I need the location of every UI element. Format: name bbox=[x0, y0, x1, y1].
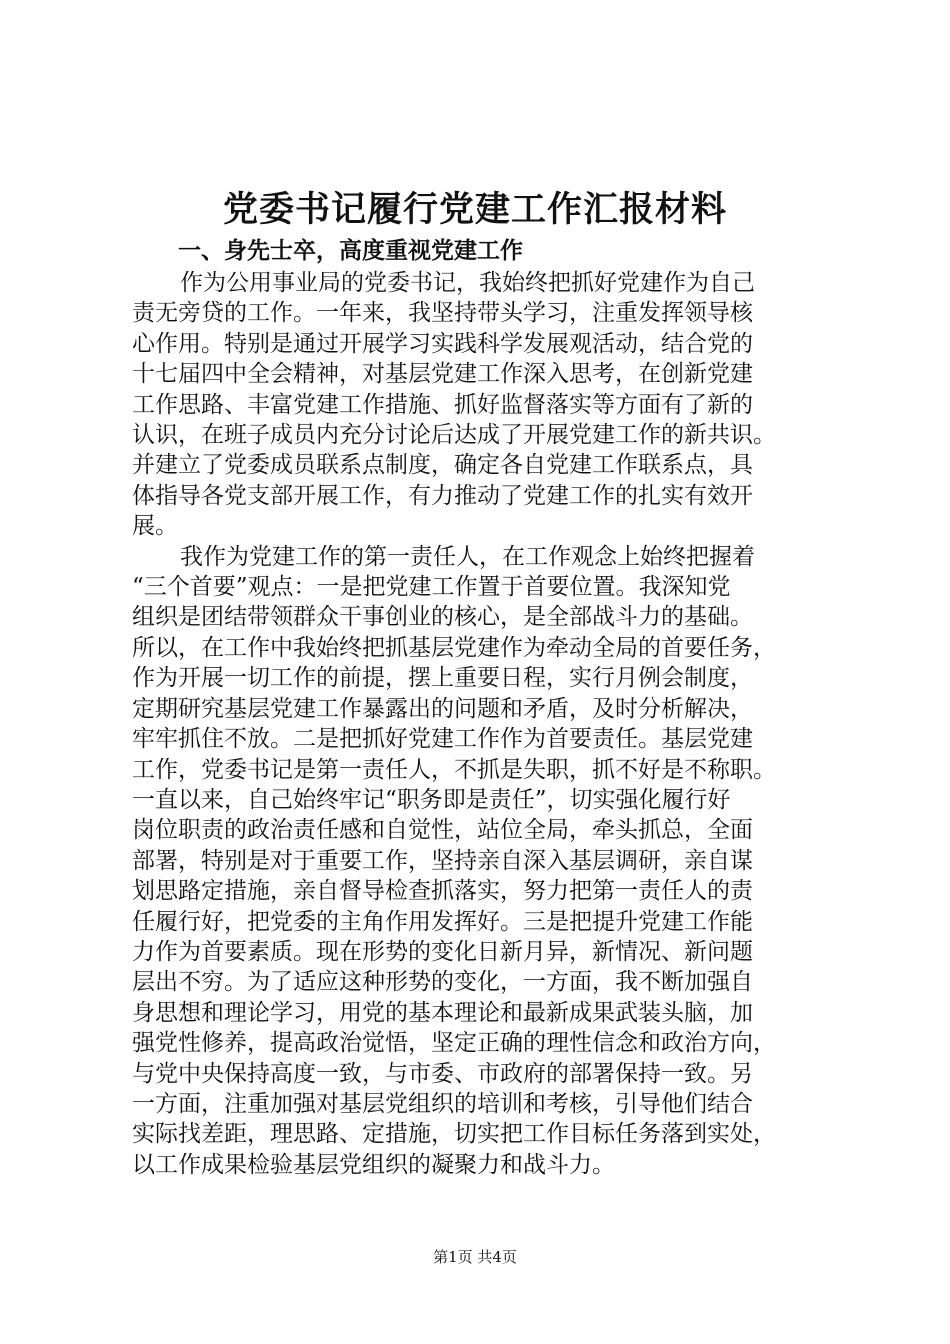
body-line: 强党性修养，提高政治觉悟，坚定正确的理性信念和政治方向， bbox=[132, 1030, 776, 1057]
body-line: 定期研究基层党建工作暴露出的问题和矛盾，及时分析解决， bbox=[132, 695, 753, 722]
body-line: 所以，在工作中我始终把抓基层党建作为牵动全局的首要任务， bbox=[132, 634, 776, 661]
section-heading: 一、身先士卒，高度重视党建工作 bbox=[178, 238, 523, 264]
body-line: 身思想和理论学习，用党的基本理论和最新成果武装头脑，加 bbox=[132, 999, 753, 1026]
body-line: 组织是团结带领群众干事创业的核心，是全部战斗力的基础。 bbox=[132, 604, 753, 631]
page-footer: 第1页 共4页 bbox=[433, 1248, 517, 1266]
body-line: 心作用。特别是通过开展学习实践科学发展观活动，结合党的 bbox=[132, 330, 753, 357]
body-line: 工作，党委书记是第一责任人，不抓是失职，抓不好是不称职。 bbox=[132, 756, 776, 783]
body-line: 划思路定措施，亲自督导检查抓落实，努力把第一责任人的责 bbox=[132, 878, 753, 905]
body-line: 任履行好，把党委的主角作用发挥好。三是把提升党建工作能 bbox=[132, 908, 753, 935]
body-line: 十七届四中全会精神，对基层党建工作深入思考，在创新党建 bbox=[132, 361, 753, 388]
body-line: 一直以来，自己始终牢记“职务即是责任”，切实强化履行好 bbox=[132, 786, 731, 813]
body-line: 工作思路、丰富党建工作措施、抓好监督落实等方面有了新的 bbox=[132, 391, 753, 418]
body-line: 并建立了党委成员联系点制度，确定各自党建工作联系点，具 bbox=[132, 452, 753, 479]
body-line: 实际找差距，理思路、定措施，切实把工作目标任务落到实处， bbox=[132, 1121, 776, 1148]
body-line: 一方面，注重加强对基层党组织的培训和考核，引导他们结合 bbox=[132, 1090, 753, 1117]
body-line: 岗位职责的政治责任感和自觉性，站位全局，牵头抓总，全面 bbox=[132, 817, 753, 844]
body-line: 牢牢抓住不放。二是把抓好党建工作作为首要责任。基层党建 bbox=[132, 726, 753, 753]
body-line: 展。 bbox=[132, 513, 178, 540]
body-line: 部署，特别是对于重要工作，坚持亲自深入基层调研，亲自谋 bbox=[132, 847, 753, 874]
body-line: 作为开展一切工作的前提，摆上重要日程，实行月例会制度， bbox=[132, 665, 753, 692]
body-line: 以工作成果检验基层党组织的凝聚力和战斗力。 bbox=[132, 1151, 615, 1178]
body-line: 力作为首要素质。现在形势的变化日新月异，新情况、新问题 bbox=[132, 938, 753, 965]
body-line: “三个首要”观点：一是把党建工作置于首要位置。我深知党 bbox=[132, 574, 731, 601]
body-line: 作为公用事业局的党委书记，我始终把抓好党建作为自己 bbox=[180, 270, 755, 296]
body-line: 我作为党建工作的第一责任人，在工作观念上始终把握着 bbox=[180, 543, 755, 570]
body-line: 责无旁贷的工作。一年来，我坚持带头学习，注重发挥领导核 bbox=[132, 300, 753, 327]
body-line: 体指导各党支部开展工作，有力推动了党建工作的扎实有效开 bbox=[132, 482, 753, 509]
body-line: 认识，在班子成员内充分讨论后达成了开展党建工作的新共识。 bbox=[132, 422, 776, 449]
body-line: 层出不穷。为了适应这种形势的变化，一方面，我不断加强自 bbox=[132, 969, 753, 996]
document-body bbox=[132, 268, 832, 1180]
document-title: 党委书记履行党建工作汇报材料 bbox=[222, 189, 727, 230]
body-line: 与党中央保持高度一致，与市委、市政府的部署保持一致。另 bbox=[132, 1060, 753, 1087]
